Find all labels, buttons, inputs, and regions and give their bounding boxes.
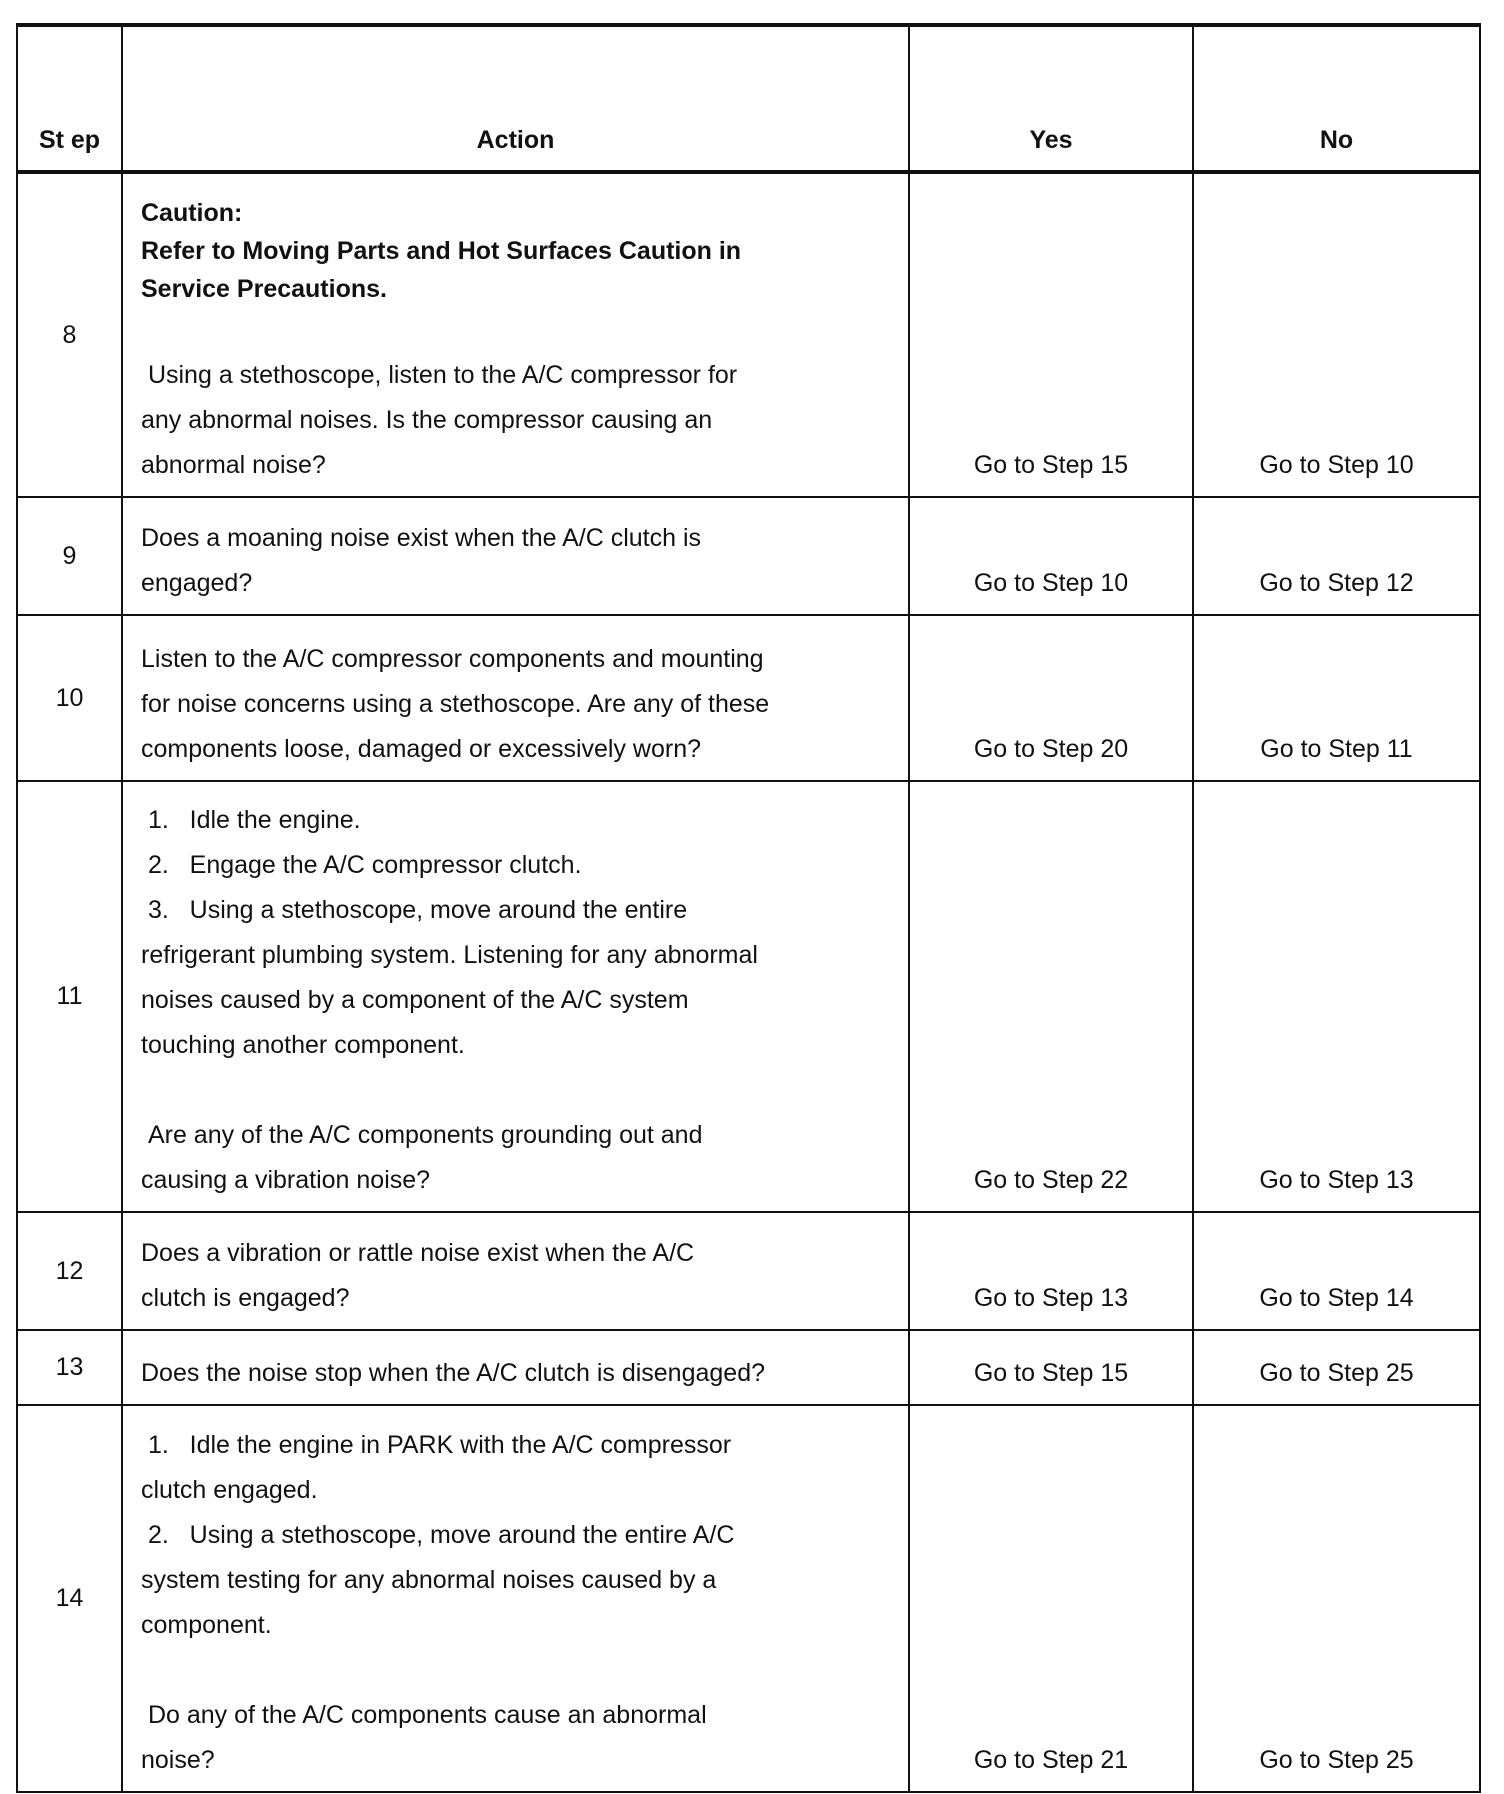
action-line: 3. Using a stethoscope, move around the entire bbox=[141, 896, 688, 924]
yes-link[interactable]: Go to Step 10 bbox=[909, 497, 1193, 615]
action-line: noises caused by a component of the A/C system bbox=[141, 986, 689, 1014]
table-row bbox=[17, 497, 1480, 615]
table-row bbox=[17, 781, 1480, 1212]
action-line: clutch engaged. bbox=[141, 1476, 318, 1504]
no-link[interactable]: Go to Step 13 bbox=[1193, 781, 1480, 1212]
action-line: Does a vibration or rattle noise exist when the A/C bbox=[141, 1239, 695, 1267]
action-line: touching another component. bbox=[141, 1031, 465, 1059]
action-cell bbox=[122, 497, 909, 615]
action-line bbox=[141, 308, 898, 353]
yes-link[interactable]: Go to Step 15 bbox=[909, 172, 1193, 497]
action-cell bbox=[122, 1212, 909, 1330]
header-action: Action bbox=[122, 25, 909, 172]
table-row bbox=[17, 172, 1480, 497]
action-line: 2. Using a stethoscope, move around the entire A/C bbox=[141, 1521, 735, 1549]
action-cell bbox=[122, 172, 909, 497]
action-cell bbox=[122, 1405, 909, 1792]
no-link[interactable]: Go to Step 25 bbox=[1193, 1405, 1480, 1792]
yes-link[interactable]: Go to Step 20 bbox=[909, 615, 1193, 781]
step-number: 9 bbox=[17, 497, 122, 615]
action-line: 1. Idle the engine in PARK with the A/C compressor bbox=[141, 1431, 732, 1459]
caution-line: Service Precautions. bbox=[141, 275, 387, 303]
action-line: any abnormal noises. Is the compressor causing an bbox=[141, 406, 713, 434]
caution-line: Caution: bbox=[141, 199, 243, 227]
action-line bbox=[141, 1068, 898, 1113]
action-line: component. bbox=[141, 1611, 272, 1639]
step-number: 8 bbox=[17, 172, 122, 497]
action-line: noise? bbox=[141, 1746, 215, 1774]
action-line: Are any of the A/C components grounding out and bbox=[141, 1121, 703, 1149]
action-line: 1. Idle the engine. bbox=[141, 806, 361, 834]
action-line: for noise concerns using a stethoscope. Are any of these bbox=[141, 690, 770, 718]
yes-link[interactable]: Go to Step 22 bbox=[909, 781, 1193, 1212]
step-number: 12 bbox=[17, 1212, 122, 1330]
header-yes: Yes bbox=[909, 25, 1193, 172]
action-line: Does a moaning noise exist when the A/C clutch is bbox=[141, 524, 702, 552]
action-line: Do any of the A/C components cause an abnormal bbox=[141, 1701, 707, 1729]
header-no: No bbox=[1193, 25, 1480, 172]
action-line: Does the noise stop when the A/C clutch is disengaged? bbox=[141, 1359, 766, 1387]
step-number: 13 bbox=[17, 1330, 122, 1405]
action-line bbox=[141, 1648, 898, 1693]
header-step: St ep bbox=[17, 25, 122, 172]
action-line: components loose, damaged or excessively worn? bbox=[141, 735, 702, 763]
yes-link[interactable]: Go to Step 13 bbox=[909, 1212, 1193, 1330]
table-row bbox=[17, 615, 1480, 781]
step-number: 11 bbox=[17, 781, 122, 1212]
table-row bbox=[17, 1405, 1480, 1792]
action-cell bbox=[122, 781, 909, 1212]
action-line: system testing for any abnormal noises caused by a bbox=[141, 1566, 717, 1594]
action-line: 2. Engage the A/C compressor clutch. bbox=[141, 851, 582, 879]
action-line: abnormal noise? bbox=[141, 451, 326, 479]
step-number: 10 bbox=[17, 615, 122, 781]
no-link[interactable]: Go to Step 25 bbox=[1193, 1330, 1480, 1405]
action-cell bbox=[122, 1330, 909, 1405]
no-link[interactable]: Go to Step 10 bbox=[1193, 172, 1480, 497]
action-line: causing a vibration noise? bbox=[141, 1166, 431, 1194]
table-row bbox=[17, 1212, 1480, 1330]
action-line: Listen to the A/C compressor components and mounting bbox=[141, 645, 764, 673]
action-line: engaged? bbox=[141, 569, 253, 597]
caution-line: Refer to Moving Parts and Hot Surfaces Caution in bbox=[141, 237, 742, 265]
action-line: clutch is engaged? bbox=[141, 1284, 350, 1312]
table-row bbox=[17, 1330, 1480, 1405]
action-cell bbox=[122, 615, 909, 781]
action-line: Using a stethoscope, listen to the A/C compressor for bbox=[141, 361, 738, 389]
no-link[interactable]: Go to Step 12 bbox=[1193, 497, 1480, 615]
yes-link[interactable]: Go to Step 21 bbox=[909, 1405, 1193, 1792]
yes-link[interactable]: Go to Step 15 bbox=[909, 1330, 1193, 1405]
no-link[interactable]: Go to Step 14 bbox=[1193, 1212, 1480, 1330]
diagnostic-table bbox=[16, 23, 1481, 1793]
step-number: 14 bbox=[17, 1405, 122, 1792]
action-line: refrigerant plumbing system. Listening for any abnormal bbox=[141, 941, 758, 969]
no-link[interactable]: Go to Step 11 bbox=[1193, 615, 1480, 781]
